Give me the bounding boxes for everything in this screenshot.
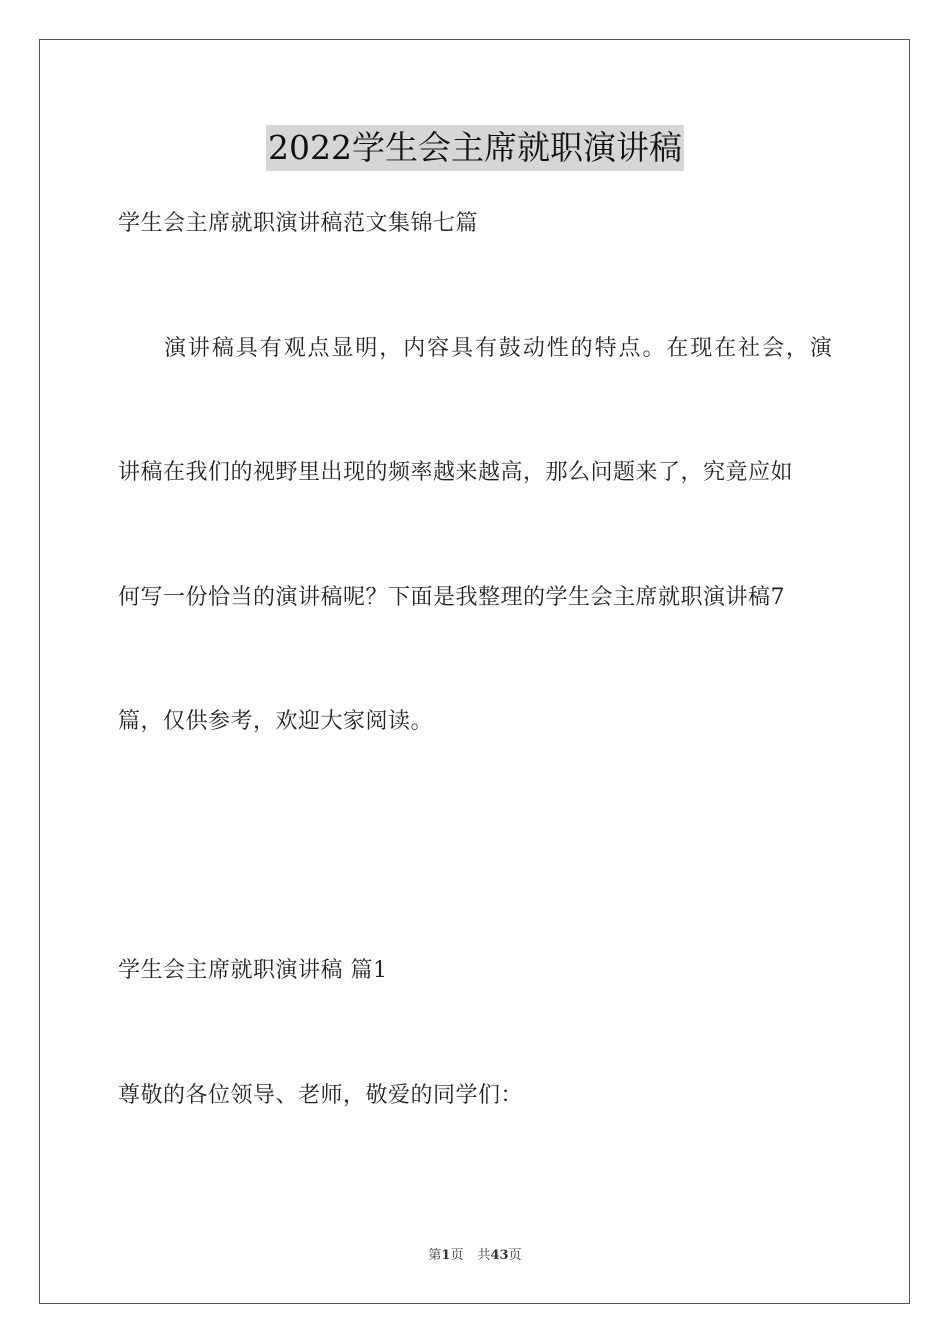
page-footer [0,1247,950,1265]
page-unit: 页 [450,1248,464,1263]
intro-char: 特 [594,336,617,361]
intro-char: 演 [809,336,832,361]
page-current: 1 [441,1248,451,1263]
intro-char: 演 [164,336,187,361]
intro-char: 鼓 [498,336,521,361]
intro-char: 点 [307,336,330,361]
intro-char: ， [785,336,808,361]
intro-line-3: 何写一份恰当的演讲稿呢？下面是我整理的学生会主席就职演讲稿7 [118,585,785,610]
intro-char: 性 [546,336,569,361]
intro-char: 点 [618,336,641,361]
intro-char: 有 [259,336,282,361]
page-prefix: 第 [428,1248,442,1263]
total-prefix: 共 [477,1248,491,1263]
intro-char: 具 [451,336,474,361]
intro-char: 具 [235,336,258,361]
intro-line-1 [164,334,832,364]
intro-char: 会 [762,336,785,361]
intro-char: 明 [355,336,378,361]
intro-char: 稿 [211,336,234,361]
intro-char: 。 [642,336,665,361]
intro-char: 动 [522,336,545,361]
section-heading: 学生会主席就职演讲稿 篇1 [118,958,388,983]
intro-line-4: 篇，仅供参考，欢迎大家阅读。 [118,709,434,734]
intro-char: 社 [738,336,761,361]
total-unit: 页 [508,1248,522,1263]
intro-char: 的 [570,336,593,361]
intro-char: 现 [690,336,713,361]
page-total: 43 [490,1248,509,1263]
document-title-text: 2022学生会主席就职演讲稿 [266,125,684,171]
intro-char: 容 [427,336,450,361]
intro-char: 有 [474,336,497,361]
document-title [0,125,950,171]
intro-line-2: 讲稿在我们的视野里出现的频率越来越高，那么问题来了，究竟应如 [118,460,794,485]
intro-char: 在 [714,336,737,361]
intro-char: 显 [331,336,354,361]
intro-char: 内 [403,336,426,361]
intro-char: 在 [666,336,689,361]
intro-char: 观 [283,336,306,361]
salutation: 尊敬的各位领导、老师，敬爱的同学们： [118,1083,524,1108]
intro-char: 讲 [187,336,210,361]
document-subtitle: 学生会主席就职演讲稿范文集锦七篇 [118,211,479,236]
intro-char: ， [379,336,402,361]
